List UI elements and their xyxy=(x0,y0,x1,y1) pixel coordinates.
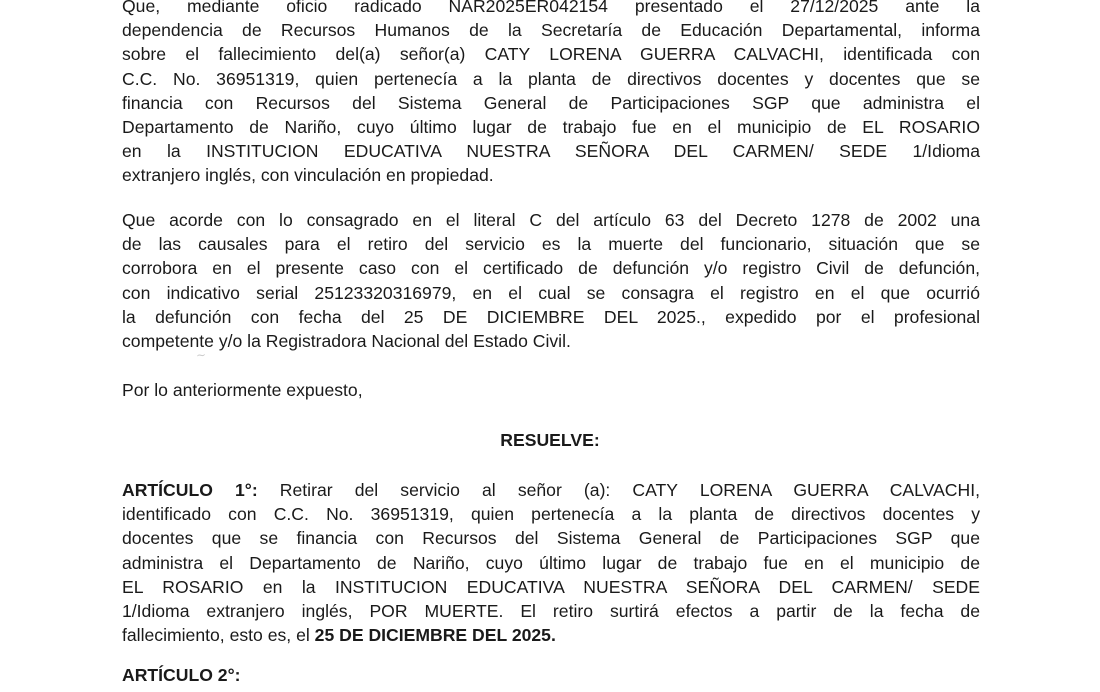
articulo-1 xyxy=(122,478,980,647)
paragraph-line: docentes que se financia con Recursos del Sistema General de Participaciones SGP que xyxy=(122,528,980,549)
next-article-cutoff xyxy=(122,665,622,685)
paragraph-line: competente y/o la Registradora Nacional del Estado Civil. xyxy=(122,330,571,351)
paragraph-line: Departamento de Nariño, cuyo último lugar de trabajo fue en el municipio de EL ROSARIO xyxy=(122,116,980,137)
paragraph-line: con indicativo serial 25123320316979, en el cual se consagra el registro en el que ocurrió xyxy=(122,282,980,303)
paragraph-line: administra el Departamento de Nariño, cuyo último lugar de trabajo fue en el municipio de xyxy=(122,552,980,573)
paragraph-line: 1/Idioma extranjero inglés, POR MUERTE. El retiro surtirá efectos a partir de la fecha de xyxy=(122,600,980,621)
paragraph-line: Que acorde con lo consagrado en el literal C del artículo 63 del Decreto 1278 de 2002 una xyxy=(122,210,980,230)
paragraph-line: dependencia de Recursos Humanos de la Secretaría de Educación Departamental, informa xyxy=(122,20,980,41)
resuelve-heading: RESUELVE: xyxy=(500,430,600,450)
paragraph-line: EL ROSARIO en la INSTITUCION EDUCATIVA NUESTRA SEÑORA DEL CARMEN/ SEDE xyxy=(122,576,980,597)
paragraph-line: financia con Recursos del Sistema General de Participaciones SGP que administra el xyxy=(122,92,980,113)
paragraph-line: identificado con C.C. No. 36951319, quien pertenecía a la planta de directivos docentes y xyxy=(122,504,980,525)
paragraph-line: corrobora en el presente caso con el certificado de defunción y/o registro Civil de defunción, xyxy=(122,258,980,279)
articulo-first-line-text: Retirar del servicio al señor (a): CATY LORENA GUERRA CALVACHI, xyxy=(257,480,980,500)
paragraph-line: de las causales para el retiro del servicio es la muerte del funcionario, situación que se xyxy=(122,234,980,255)
paragraph-line: C.C. No. 36951319, quien pertenecía a la planta de directivos docentes y docentes que se xyxy=(122,68,980,89)
faint-stamp-mark: ~ xyxy=(195,347,207,363)
paragraph-decreto xyxy=(122,208,980,353)
paragraph-line: la defunción con fecha del 25 DE DICIEMBRE DEL 2025., expedido por el profesional xyxy=(122,306,980,327)
paragraph-line: Que, mediante oficio radicado NAR2025ER042154 presentado el 27/12/2025 ante la xyxy=(122,0,980,16)
paragraph-line: en la INSTITUCION EDUCATIVA NUESTRA SEÑORA DEL CARMEN/ SEDE 1/Idioma xyxy=(122,141,980,162)
paragraph-line: extranjero inglés, con vinculación en propiedad. xyxy=(122,165,494,186)
articulo-last-line xyxy=(122,623,980,647)
articulo-first-line xyxy=(122,478,980,502)
paragraph-line: sobre el fallecimiento del(a) señor(a) CATY LORENA GUERRA CALVACHI, identificada con xyxy=(122,44,980,65)
articulo-date: 25 DE DICIEMBRE DEL 2025. xyxy=(314,625,556,646)
articulo-label: ARTÍCULO 1°: xyxy=(122,480,258,500)
articulo-last-line-text: fallecimiento, esto es, el xyxy=(122,625,315,646)
paragraph-expuesto xyxy=(122,378,980,402)
paragraph-oficio xyxy=(122,0,980,188)
next-article-label: ARTÍCULO 2°: xyxy=(122,665,241,685)
paragraph-line: Por lo anteriormente expuesto, xyxy=(122,380,363,400)
